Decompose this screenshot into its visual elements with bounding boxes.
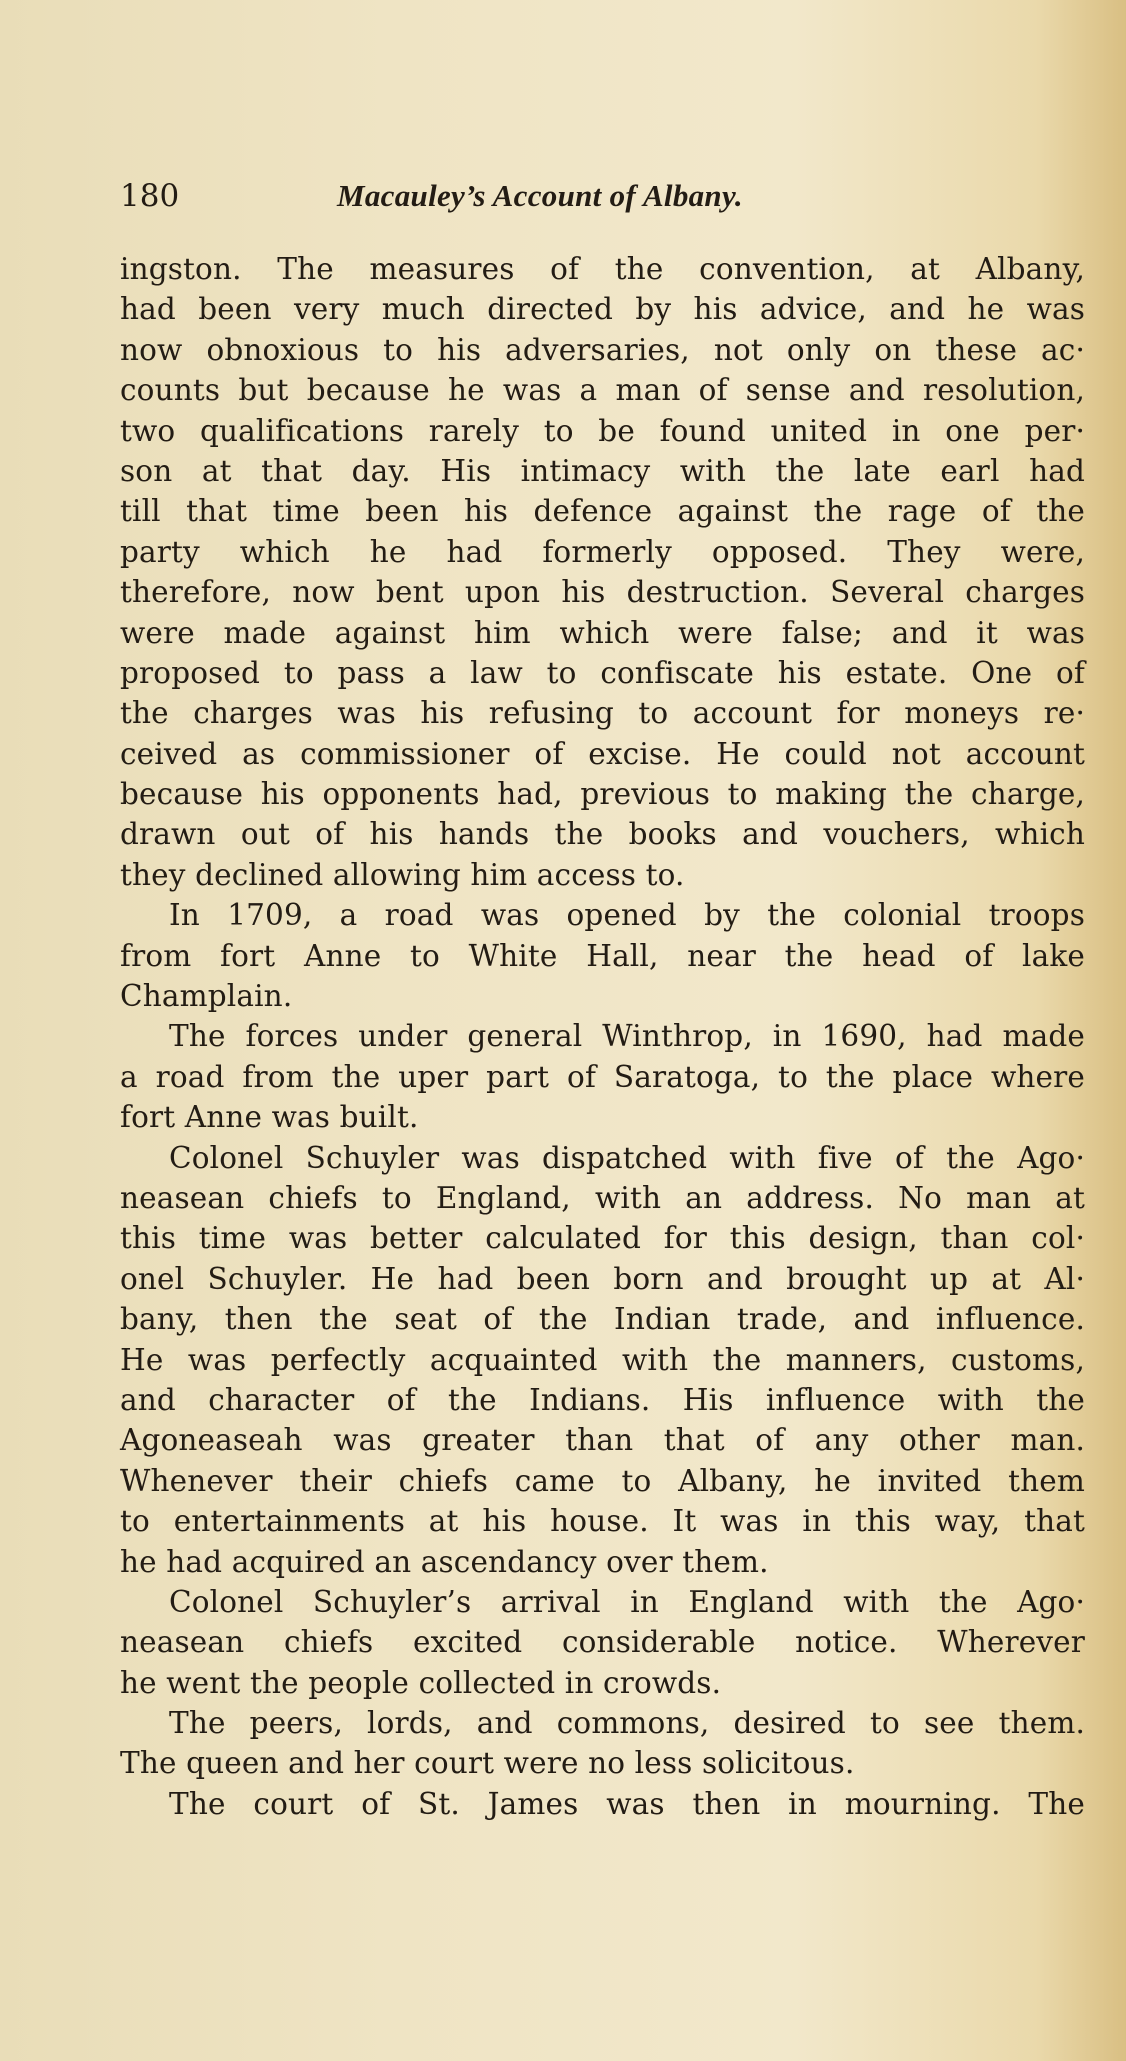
text-line: were made against him which were false; and it was — [120, 615, 1085, 650]
text-line: fort Anne was built. — [120, 1100, 419, 1135]
text-line: The court of St. James was then in mourning. The — [169, 1786, 1085, 1821]
text-line: Champlain. — [120, 979, 293, 1014]
text-line: had been very much directed by his advice, and he was — [120, 292, 1085, 327]
text-line: Colonel Schuyler’s arrival in England with the Ago· — [169, 1584, 1085, 1619]
text-line: to entertainments at his house. It was in this way, that — [120, 1504, 1085, 1539]
text-line: ingston. The measures of the convention, at Albany, — [120, 252, 1085, 286]
text-line: proposed to pass a law to confiscate his estate. One of — [120, 655, 1085, 690]
text-line: because his opponents had, previous to making the charge, — [120, 777, 1085, 812]
text-line: the charges was his refusing to account for moneys re· — [120, 696, 1085, 731]
text-line: onel Schuyler. He had been born and brought up at Al· — [120, 1261, 1085, 1296]
text-line: this time was better calculated for this design, than col· — [120, 1221, 1085, 1256]
text-line: son at that day. His intimacy with the late earl had — [120, 453, 1085, 488]
text-line: drawn out of his hands the books and vouchers, which — [120, 817, 1085, 852]
text-line: he went the people collected in crowds. — [120, 1665, 722, 1700]
text-line: Colonel Schuyler was dispatched with five of the Ago· — [169, 1140, 1085, 1175]
text-line: therefore, now bent upon his destruction. Several charges — [120, 575, 1085, 610]
text-line: neasean chiefs to England, with an address. No man at — [120, 1180, 1085, 1215]
page-number: 180 — [120, 178, 180, 214]
text-line: party which he had formerly opposed. They were, — [120, 534, 1085, 569]
page-header — [120, 178, 1110, 222]
text-line: bany, then the seat of the Indian trade, and influence. — [120, 1302, 1085, 1337]
text-line: and character of the Indians. His influence with the — [120, 1382, 1085, 1417]
text-line: Whenever their chiefs came to Albany, he invited them — [120, 1463, 1085, 1498]
text-line: Agoneaseah was greater than that of any other man. — [120, 1423, 1085, 1458]
body-text — [120, 249, 1085, 1824]
text-line: he had acquired an ascendancy over them. — [120, 1544, 769, 1579]
running-title: Macauley’s Account of Albany. — [337, 178, 743, 213]
text-line: neasean chiefs excited considerable notice. Wherever — [120, 1625, 1085, 1660]
text-line: now obnoxious to his adversaries, not only on these ac· — [120, 332, 1085, 367]
text-line: In 1709, a road was opened by the colonial troops — [169, 898, 1085, 933]
text-line: The queen and her court were no less solicitous. — [120, 1746, 855, 1781]
text-line: from fort Anne to White Hall, near the head of lake — [120, 938, 1085, 973]
text-line: two qualifications rarely to be found united in one per· — [120, 413, 1085, 448]
text-line: ceived as commissioner of excise. He could not account — [120, 736, 1085, 771]
text-line: counts but because he was a man of sense and resolution, — [120, 373, 1085, 408]
text-line: a road from the uper part of Saratoga, to the place where — [120, 1059, 1085, 1094]
text-line: He was perfectly acquainted with the manners, customs, — [120, 1342, 1085, 1377]
text-line: The forces under general Winthrop, in 1690, had made — [169, 1019, 1085, 1054]
text-line: they declined allowing him access to. — [120, 857, 685, 892]
text-line: till that time been his defence against the rage of the — [120, 494, 1085, 529]
text-line: The peers, lords, and commons, desired to see them. — [169, 1706, 1085, 1741]
